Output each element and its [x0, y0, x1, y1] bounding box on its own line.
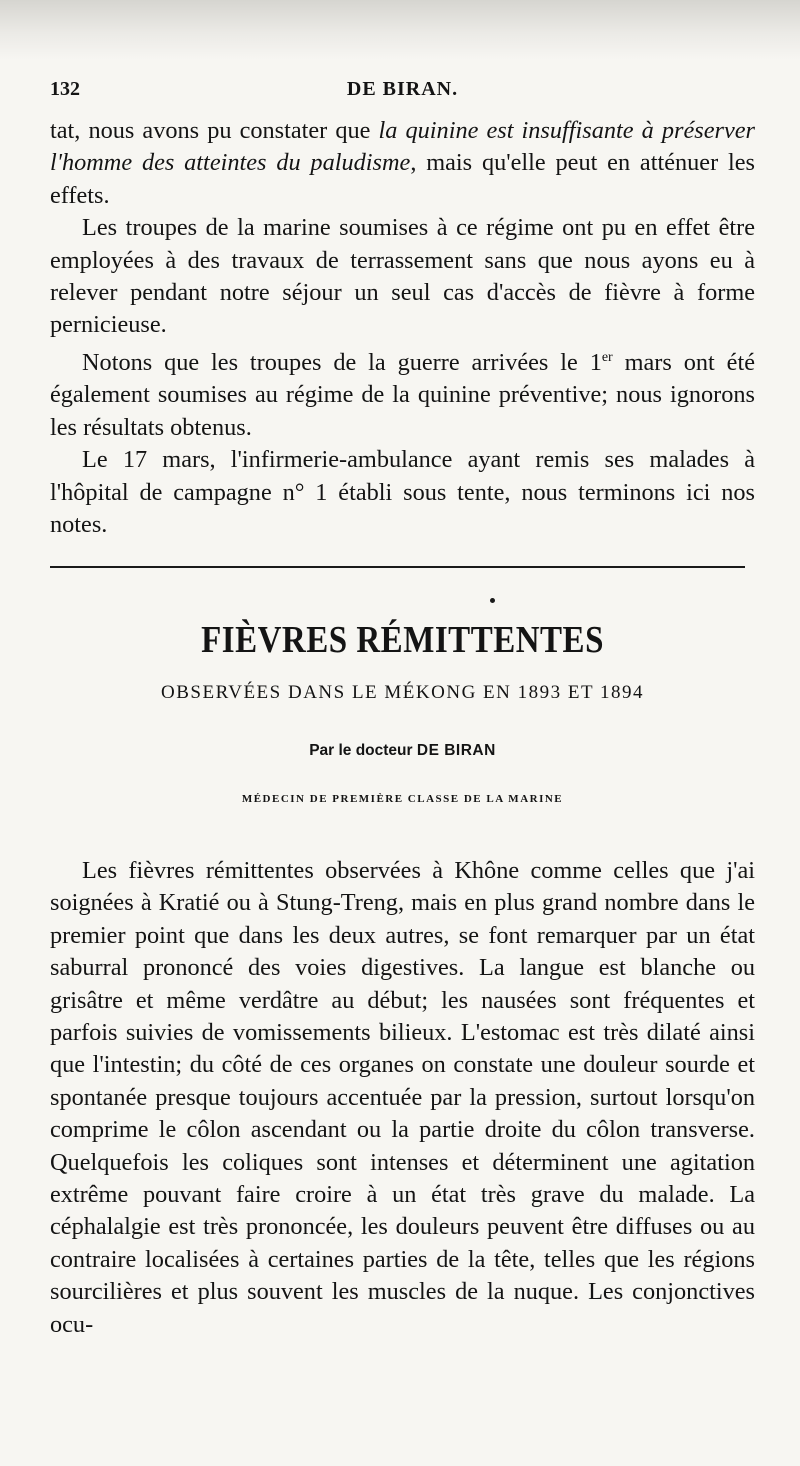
paragraph-text: Notons que les troupes de la guerre arrivées le 1	[82, 348, 602, 376]
article-body	[50, 855, 755, 1341]
scanned-page-edge	[0, 0, 800, 60]
paragraph-closing-notes: Le 17 mars, l'infirmerie-ambulance ayant remis ses malades à l'hôpital de campagne n° 1 établi sous tente, nous terminons ici nos notes.	[50, 446, 755, 538]
italic-emphasis: la quinine est insuffisante à préserver l'homme des atteintes du paludisme	[50, 117, 755, 177]
paragraph-war-troops	[50, 342, 755, 444]
continued-text	[50, 115, 755, 541]
article-title: FIÈVRES RÉMITTENTES	[201, 620, 604, 662]
paragraph-conclusion	[50, 115, 755, 212]
paragraph-text: , mais qu'elle peut en atténuer les effets.	[50, 149, 755, 209]
page-number: 132	[50, 78, 80, 100]
section-divider-rule	[50, 566, 745, 568]
running-head	[50, 74, 755, 104]
paragraph-text: mars ont été également soumises au régime de la quinine préventive; nous ignorons les résultats obtenus.	[50, 348, 755, 441]
ordinal-superscript: er	[601, 349, 613, 365]
byline-prefix: Par le docteur	[309, 742, 417, 759]
byline	[50, 742, 755, 760]
paragraph-text: tat, nous avons pu constater que	[50, 117, 379, 144]
running-title: DE BIRAN.	[346, 78, 459, 100]
paragraph-body: Les fièvres rémittentes observées à Khône comme celles que j'ai soignées à Kratié ou à Stung-Treng, mais en plus grand nombre dans le premier point que dans les deux autres, se font remarquer par un état saburral prononcé des voies digestives. La langue est blanche ou grisâtre et même verdâtre au début; les nausées sont fréquentes et parfois suivies de vomissements bilieux. L'estomac est très dilaté ainsi que l'intestin; du côté de ces organes on constate une douleur sourde et spontanée presque toujours accentuée par la pression, surtout lorsqu'on comprime le côlon ascendant ou la partie droite du côlon transverse. Quelquefois les coliques sont intenses et déterminent une agitation extrême pouvant faire croire à un état très grave du malade. La céphalalgie est très prononcée, les douleurs peuvent être diffuses ou au contraire localisées à certaines parties de la tête, telles que les régions sourcilières et plus souvent les muscles de la nuque. Les conjonctives ocu-	[50, 857, 755, 1338]
author-rank: MÉDECIN DE PREMIÈRE CLASSE DE LA MARINE	[241, 793, 564, 805]
paragraph-marine-troops: Les troupes de la marine soumises à ce régime ont pu en effet être employées à des travaux de terrassement sans que nous ayons eu à relever pendant notre séjour un seul cas d'accès de fièvre à forme pernicieuse.	[50, 214, 755, 339]
author-name: DE BIRAN	[416, 742, 496, 759]
article-subtitle: OBSERVÉES DANS LE MÉKONG EN 1893 ET 1894	[161, 682, 644, 703]
print-dot	[490, 598, 495, 603]
